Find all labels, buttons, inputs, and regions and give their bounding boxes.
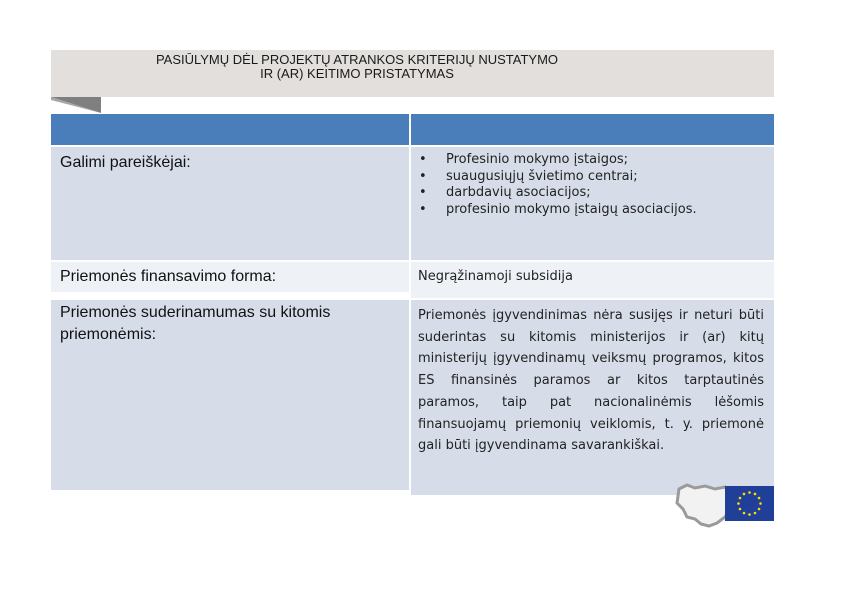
table-row-funding-form <box>51 260 774 300</box>
compatibility-value-cell <box>411 300 774 495</box>
eu-star-icon <box>739 508 742 511</box>
slide-title <box>51 53 663 81</box>
funding-form-value: Negrąžinamoji subsidija <box>418 269 573 284</box>
table-header-cell-right <box>411 114 774 145</box>
slide-header <box>51 50 774 97</box>
table-row-compatibility <box>51 300 774 495</box>
eu-star-icon <box>739 497 742 500</box>
eu-star-icon <box>754 493 757 496</box>
eu-star-icon <box>758 497 761 500</box>
compatibility-label: Priemonės suderinamumas su kitomis priemonėmis: <box>60 304 331 343</box>
slide-title-line1: PASIŪLYMŲ DĖL PROJEKTŲ ATRANKOS KRITERIJŲ NUSTATYMO <box>155 52 559 67</box>
applicant-item: • profesinio mokymo įstaigų asociacijos. <box>419 202 774 219</box>
corner-ribbon-icon <box>51 97 101 113</box>
eu-star-icon <box>759 502 762 505</box>
applicant-item: • suaugusiųjų švietimo centrai; <box>419 169 774 186</box>
applicant-item: • Profesinio mokymo įstaigos; <box>419 152 774 169</box>
eu-star-icon <box>754 512 757 515</box>
table-header-cell-left <box>51 114 411 145</box>
applicants-label: Galimi pareiškėjai: <box>60 154 191 171</box>
slide-title-line2: IR (AR) KEITIMO PRISTATYMAS <box>260 66 454 81</box>
funding-form-value-cell <box>411 262 774 298</box>
eu-star-icon <box>758 508 761 511</box>
criteria-table <box>51 114 774 495</box>
compatibility-value: Priemonės įgyvendinimas nėra susijęs ir neturi būti suderintas su kitomis ministerijos ir (ar) kitų ministerijų įgyvendinamų veiksmų programos, kitos ES finansinės paramos ar kitos tarptautinės paramos, taip pat nacionalinėmis lėšomis finansuojamų priemonių veiklomis, t. y. priemonė gali būti įgyvendinama savarankiškai. <box>418 308 764 454</box>
applicants-value-cell <box>411 147 774 260</box>
applicants-list <box>411 147 774 218</box>
applicants-label-cell <box>51 147 411 260</box>
eu-star-icon <box>737 502 740 505</box>
funding-form-label: Priemonės finansavimo forma: <box>60 268 277 285</box>
eu-flag-icon <box>725 486 774 521</box>
funding-form-label-cell <box>51 262 411 292</box>
eu-star-icon <box>748 513 751 516</box>
eu-star-icon <box>748 491 751 494</box>
compatibility-label-cell <box>51 300 411 490</box>
eu-star-icon <box>743 512 746 515</box>
applicant-item: • darbdavių asociacijos; <box>419 185 774 202</box>
table-header-row <box>51 114 774 147</box>
table-row-applicants <box>51 147 774 260</box>
eu-star-icon <box>743 493 746 496</box>
